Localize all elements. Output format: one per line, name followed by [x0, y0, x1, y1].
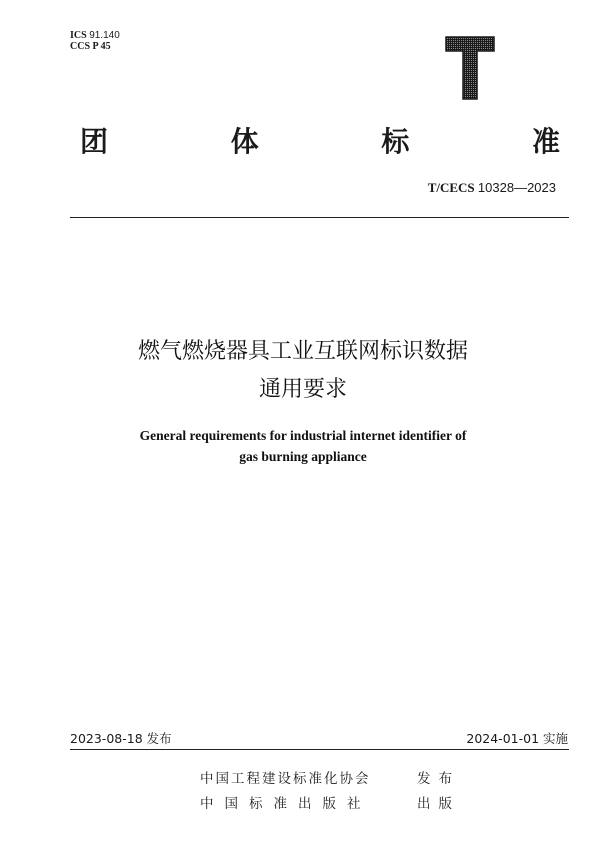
t-standard-logo-icon — [445, 36, 495, 100]
english-title — [0, 425, 606, 467]
bottom-divider — [70, 749, 569, 750]
standard-number-value: 10328—2023 — [477, 180, 556, 195]
ics-code — [70, 30, 120, 41]
english-title-line-1: General requirements for industrial internet identifier of — [139, 428, 467, 443]
implementation-date: 2024-01-01 实施 — [466, 731, 568, 746]
publisher-org: 中国工程建设标准化协会 — [200, 771, 371, 787]
english-title-line-2: gas burning appliance — [239, 449, 367, 464]
doc-type-char: 团 — [80, 125, 109, 158]
standard-number — [428, 180, 556, 196]
chinese-title — [0, 333, 606, 409]
standard-number-prefix: T/CECS — [427, 180, 475, 195]
ics-label: ICS — [70, 30, 87, 41]
publisher-row — [200, 767, 460, 787]
ccs-label: CCS — [70, 41, 91, 52]
publisher-row — [200, 792, 460, 812]
doc-type-char: 标 — [381, 125, 410, 158]
ccs-value: P 45 — [92, 41, 111, 52]
publisher-action: 发布 — [417, 771, 460, 787]
publisher-org: 中国标准出版社 — [200, 796, 372, 812]
chinese-title-line-2: 通用要求 — [258, 377, 347, 402]
ics-value: 91.140 — [89, 30, 120, 41]
document-type-heading — [80, 120, 560, 160]
doc-type-char: 准 — [531, 125, 560, 158]
top-divider — [70, 217, 569, 218]
issue-date: 2023-08-18 发布 — [70, 731, 172, 746]
ccs-code — [70, 41, 111, 52]
publisher-action: 出版 — [417, 796, 460, 812]
chinese-title-line-1: 燃气燃烧器具工业互联网标识数据 — [137, 339, 468, 364]
doc-type-char: 体 — [230, 125, 259, 158]
